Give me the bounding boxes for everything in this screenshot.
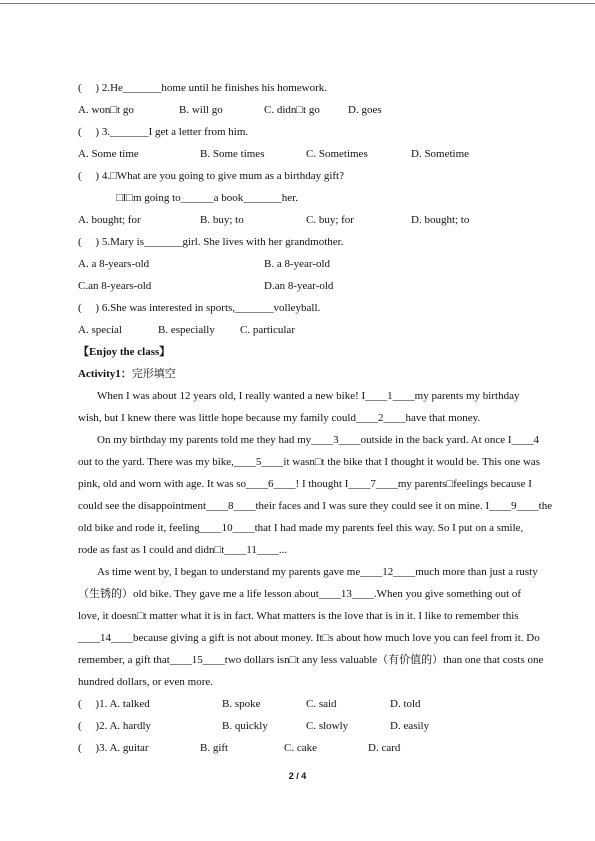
q3-option-b: B. Some times (200, 148, 265, 160)
cloze-1-option-b: B. spoke (222, 698, 261, 710)
q6-option-b: B. especially (158, 324, 215, 336)
cloze-2-option-b: B. quickly (222, 720, 268, 732)
cloze-2-option-c: C. slowly (306, 720, 349, 732)
question-5-stem: ( ) 5.Mary is_______girl. She lives with her grandmother. (78, 236, 344, 248)
q3-option-c: C. Sometimes (306, 148, 368, 160)
passage-line-2: wish, but I knew there was little hope because my family could____2____have that money. (78, 412, 481, 424)
q4-option-d: D. bought; to (411, 214, 470, 226)
activity-name: 完形填空 (131, 368, 176, 380)
cloze-1-option-a: ( )1. A. talked (78, 698, 150, 710)
q2-option-c: C. didn□t go (264, 104, 320, 116)
q6-option-a: A. special (78, 324, 122, 336)
cloze-3-option-d: D. card (368, 742, 401, 754)
q6-option-c: C. particular (240, 324, 295, 336)
cloze-1-option-d: D. told (390, 698, 421, 710)
q3-option-a: A. Some time (78, 148, 139, 160)
passage-line-9: As time went by, I began to understand my parents gave me____12____much more than just a rusty (97, 566, 538, 578)
q5-option-c: C.an 8-years-old (78, 280, 152, 292)
cloze-1-option-c: C. said (306, 698, 337, 710)
passage-line-3: On my birthday my parents told me they had my____3____outside in the back yard. At once I____4 (97, 434, 540, 446)
q2-option-b: B. will go (179, 104, 223, 116)
q2-option-a: A. won□t go (78, 104, 134, 116)
q2-option-d: D. goes (348, 104, 382, 116)
question-6-stem: ( ) 6.She was interested in sports,_______volleyball. (78, 302, 321, 314)
passage-line-4: out to the yard. There was my bike,____5____it wasn□t the bike that I thought it would be. This one was (78, 456, 541, 468)
q5-option-d: D.an 8-year-old (264, 280, 334, 292)
question-2-stem: ( ) 2.He_______home until he finishes his homework. (78, 82, 327, 94)
section-title: 【Enjoy the class】 (78, 346, 171, 358)
question-4-stem-2: □I□m going to______a book_______her. (116, 192, 298, 204)
passage-line-13: remember, a gift that____15____two dollars isn□t any less valuable（有价值的）than one that costs one (78, 654, 544, 666)
q5-option-b: B. a 8-year-old (264, 258, 331, 270)
passage-line-11: love, it doesn□t matter what it is in fact. What matters is the love that is in it. I like to remember this (78, 610, 519, 622)
activity-heading (78, 367, 176, 381)
cloze-3-option-a: ( )3. A. guitar (78, 742, 149, 754)
cloze-2-option-a: ( )2. A. hardly (78, 720, 152, 732)
header-rule (0, 3, 595, 4)
passage-line-12: ____14____because giving a gift is not about money. It□s about how much love you can feel from it. Do (78, 632, 540, 644)
q4-option-c: C. buy; for (306, 214, 354, 226)
passage-line-1: When I was about 12 years old, I really wanted a new bike! I____1____my parents my birthday (97, 390, 520, 402)
q4-option-a: A. bought; for (78, 214, 141, 226)
page-number: 2 / 4 (288, 771, 307, 781)
passage-line-8: rode as fast as I could and didn□t____11____... (78, 544, 288, 556)
passage-line-7: old bike and rode it, feeling____10____that I had made my parents feel this way. So I put on a smile, (78, 522, 524, 534)
activity-label: Activity1： (78, 368, 132, 380)
cloze-3-option-b: B. gift (200, 742, 229, 754)
q4-option-b: B. buy; to (200, 214, 244, 226)
passage-line-10: （生锈的）old bike. They gave me a life lesson about____13____.When you give something out of (78, 588, 522, 600)
passage-line-5: pink, old and worn with age. It was so____6____! I thought I____7____my parents□feelings because I (78, 478, 532, 490)
passage-line-6: could see the disappointment____8____their faces and I was sure they could see it on mine. I____9____the (78, 500, 553, 512)
q5-option-a: A. a 8-years-old (78, 258, 150, 270)
q3-option-d: D. Sometime (411, 148, 470, 160)
passage-line-14: hundred dollars, or even more. (78, 676, 214, 688)
cloze-3-option-c: C. cake (284, 742, 317, 754)
question-3-stem: ( ) 3._______I get a letter from him. (78, 126, 249, 138)
cloze-2-option-d: D. easily (390, 720, 430, 732)
question-4-stem: ( ) 4.□What are you going to give mum as a birthday gift? (78, 170, 344, 182)
